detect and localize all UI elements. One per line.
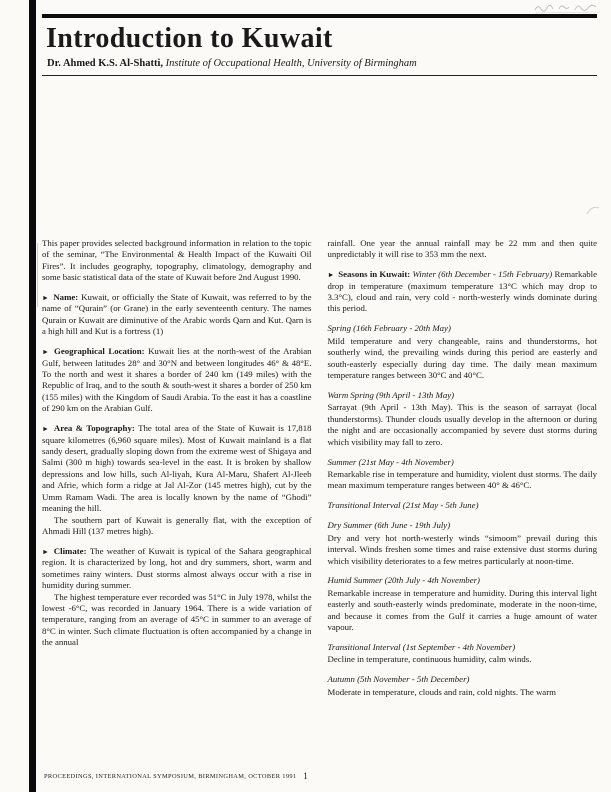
left-column [42, 238, 312, 707]
arrow-bullet-icon: ► [42, 348, 55, 357]
season-paragraph: Autumn (5th November - 5th December) Moderate in temperature, clouds and rain, cold nights. The warm [328, 674, 598, 698]
paragraph: The southern part of Kuwait is generally flat, with the exception of Ahmadi Hill (137 metres high). [42, 514, 312, 536]
header-rule-thin [42, 75, 597, 76]
page-title: Introduction to Kuwait [46, 23, 333, 54]
author-affiliation: Institute of Occupational Health, University of Birmingham [163, 57, 417, 69]
paragraph: This paper provides selected background information in relation to the topic of the seminar, “The Environmental & Health Impact of the Kuwaiti Oil Fires”. It includes geography, topography, climatology, demography and some basic statistical data of the state of Kuwait before 2nd August 1990. [42, 237, 312, 283]
season-paragraph: Transitional Interval (1st September - 4th November) Decline in temperature, continuous humidity, calm winds. [328, 642, 598, 666]
body-columns [42, 238, 597, 707]
topic-paragraph: ► Seasons in Kuwait: Winter (6th December - 15th February) Remarkable drop in temperature (maximum temperature 13°C which may drop to 3.3°C), cloud and rain, very cold - north-westerly winds dominate during this period. [327, 269, 597, 314]
topic-label: Name: [53, 291, 82, 302]
arrow-bullet-icon: ► [42, 293, 54, 302]
footer-proceedings: PROCEEDINGS, INTERNATIONAL SYMPOSIUM, BIRMINGHAM, OCTOBER 1991 [44, 773, 297, 780]
season-name: Winter (6th December - 15th February) [412, 269, 555, 280]
season-heading: Warm Spring (9th April - 13th May) [327, 389, 455, 400]
season-heading: Humid Summer (20th July - 4th November) [327, 575, 480, 586]
header-rule-heavy [42, 14, 597, 18]
season-heading: Summer (21st May - 4th November) [327, 456, 454, 467]
season-heading: Transitional Interval (21st May - 5th June) [327, 500, 479, 511]
binding-edge-bar [29, 0, 36, 792]
topic-label: Climate: [53, 545, 90, 556]
page-number: 1 [303, 772, 308, 782]
topic-label: Seasons in Kuwait: [338, 269, 413, 280]
season-heading: Dry Summer (6th June - 19th July) [327, 520, 451, 531]
season-paragraph: Summer (21st May - 4th November) Remarkable rise in temperature and humidity, violent dust storms. The daily mean maximum temperature ranges between 40° & 46°C. [327, 456, 597, 491]
right-column [328, 238, 598, 707]
topic-paragraph: ► Name: Kuwait, or officially the State of Kuwait, was referred to by the name of “Qurain” (or Grane) in the early seventeenth century. The names Qurain or Kuwait are diminutive of the Arabic words Qarn and Kut. Qarn is a high hill and Kut is a fortress (1) [42, 291, 312, 337]
arrow-bullet-icon: ► [327, 271, 339, 280]
page-content [42, 0, 597, 707]
season-paragraph: Humid Summer (20th July - 4th November) Remarkable increase in temperature and humidity. During this interval light easterly and south-easterly winds predominate, moderate in the noon-time, and because it comes from the Gulf it carries a huge amount of water vapour. [327, 575, 597, 633]
season-heading: Autumn (5th November - 5th December) [327, 674, 470, 685]
paragraph: The highest temperature ever recorded was 51°C in July 1978, whilst the lowest -6°C, was recorded in January 1964. There is a wide variation of temperature, ranging from an average of 45°C in summer to an average of 8°C in winter. Such climate fluctuation is often accompanied by a change in the annual [42, 591, 312, 648]
scan-artifact-line [37, 243, 38, 307]
topic-label: Area & Topography: [53, 423, 139, 434]
season-paragraph: Spring (16th February - 20th May) Mild temperature and very changeable, rains and thunderstorms, hot southerly wind, the prevailing winds during this period are easterly and south-easterly especially during day time. The daily mean maximum temperature ranges between 30°C and 40°C. [327, 323, 597, 381]
season-paragraph: Warm Spring (9th April - 13th May) Sarrayat (9th April - 13th May). This is the season of sarrayat (local thunderstorms). Thunder clouds usually develop in the afternoon or during the night and are occasionally accompanied by severe dust storms during which visibility may fall to zero. [327, 389, 597, 447]
season-paragraph: Dry Summer (6th June - 19th July) Dry and very hot north-westerly winds “simoom” prevail during this interval. Winds freshen some times and raise extensive dust storms during which visibility deteriorates to a few metres particularly at noon-time. [327, 520, 597, 566]
topic-paragraph: ► Climate: The weather of Kuwait is typical of the Sahara geographical region. It is characterized by long, hot and dry summers, short, warm and sometimes rainy winters. Dust storms almost always occur with a rise in humidity during summer. [42, 545, 312, 591]
season-heading: Spring (16th February - 20th May) [327, 323, 451, 334]
arrow-bullet-icon: ► [42, 547, 54, 556]
author-name: Dr. Ahmed K.S. Al-Shatti, [47, 57, 164, 69]
arrow-bullet-icon: ► [42, 425, 54, 434]
byline [47, 58, 597, 69]
season-paragraph [328, 500, 598, 511]
topic-paragraph: ► Area & Topography: The total area of the State of Kuwait is 17,818 square kilometres (6,960 square miles). Most of Kuwait mainland is a flat sandy desert, gradually sloping down from the extreme west of Shigaya and Salmi (300 m high) towards sea-level in the east. It is broken by shallow depressions and low hills, such Al-liyah, Kura Al-Maru, Shafert Al-Jleeb and Afrie, which form a ridge at Jal Al-Zor (145 metres high), cut by the Umm Ramam Wadi. The area is locally known by the name of “Ghodi” meaning the hill. [42, 423, 312, 514]
season-heading: Transitional Interval (1st September - 4th November) [327, 642, 516, 653]
topic-paragraph: ► Geographical Location: Kuwait lies at the north-west of the Arabian Gulf, between latitudes 28° and 30°N and between longitudes 46° & 48°E. To the north and west it shares a border of 240 km (149 miles) with the Republic of Iraq, and to the south & south-west it shares a border of 250 km (155 miles) with the Kingdom of Saudi Arabia. To the east it has a coastline of 290 km on the Arabian Gulf. [42, 346, 312, 414]
topic-label: Geographical Location: [54, 346, 149, 357]
paragraph: rainfall. One year the annual rainfall may be 22 mm and then quite unpredictably it will rise to 353 mm the next. [327, 237, 597, 260]
